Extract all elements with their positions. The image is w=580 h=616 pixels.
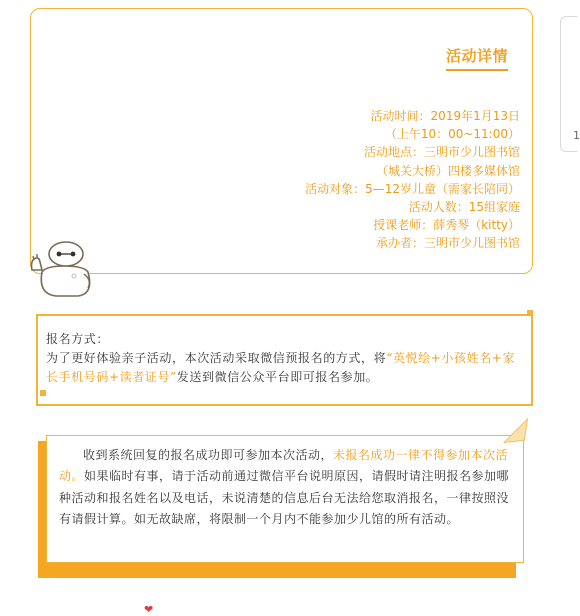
- folded-corner-icon: [505, 420, 527, 442]
- adjacent-card-fragment: [560, 16, 580, 152]
- heart-icon: ❤: [144, 603, 154, 616]
- corner-decoration-top-right: [527, 310, 533, 316]
- detail-line-audience: 活动对象：5—12岁儿童（需家长陪同）: [305, 181, 520, 196]
- notice-text: [59, 445, 515, 530]
- detail-line-time-range: （上午10：00~11:00）: [384, 127, 520, 142]
- baymax-waving-icon: [28, 236, 98, 298]
- detail-line-time: 活动时间：2019年1月13日: [370, 109, 520, 123]
- detail-title: 活动详情: [446, 45, 508, 71]
- signup-body: [46, 349, 516, 387]
- notice-box: [46, 435, 524, 563]
- adjacent-card-text: 1: [573, 129, 580, 142]
- detail-line-organizer: 承办者：三明市少儿图书馆: [375, 236, 520, 251]
- signup-body-before: 为了更好体验亲子活动，本次活动采取微信预报名的方式，将: [46, 351, 387, 365]
- notice-body-before: 收到系统回复的报名成功即可参加本次活动，: [83, 448, 334, 462]
- signup-text: [46, 330, 516, 387]
- detail-line-location-room: （城关大桥）四楼多媒体馆: [375, 163, 520, 178]
- signup-method-box: [36, 314, 533, 406]
- detail-info-list: [305, 107, 520, 253]
- signup-body-after: 发送到微信公众平台即可报名参加。: [176, 370, 379, 384]
- notice-highlight: 未报名成功一律不得参加本次活动。: [59, 448, 509, 484]
- detail-line-teacher: 授课老师：薛秀琴（kitty）: [373, 218, 520, 233]
- detail-line-capacity: 活动人数：15组家庭: [408, 200, 520, 215]
- notice-body-after: 如果临时有事，请于活动前通过微信平台说明原因，请假时请注明报名参加哪种活动和报名姓名以及电话，未说清楚的信息后台无法给您取消报名，一律按照没有请假计算。如无故缺席，将限制一个月内不能参加少儿馆的所有活动。: [59, 469, 510, 526]
- signup-heading: 报名方式：: [46, 332, 110, 346]
- corner-decoration-bottom-left: [40, 390, 46, 396]
- detail-line-location: 活动地点：三明市少儿图书馆: [363, 145, 520, 160]
- activity-detail-card: [30, 8, 533, 274]
- signup-highlight: “英悦绘+小孩姓名+家长手机号码+读者证号”: [46, 351, 516, 384]
